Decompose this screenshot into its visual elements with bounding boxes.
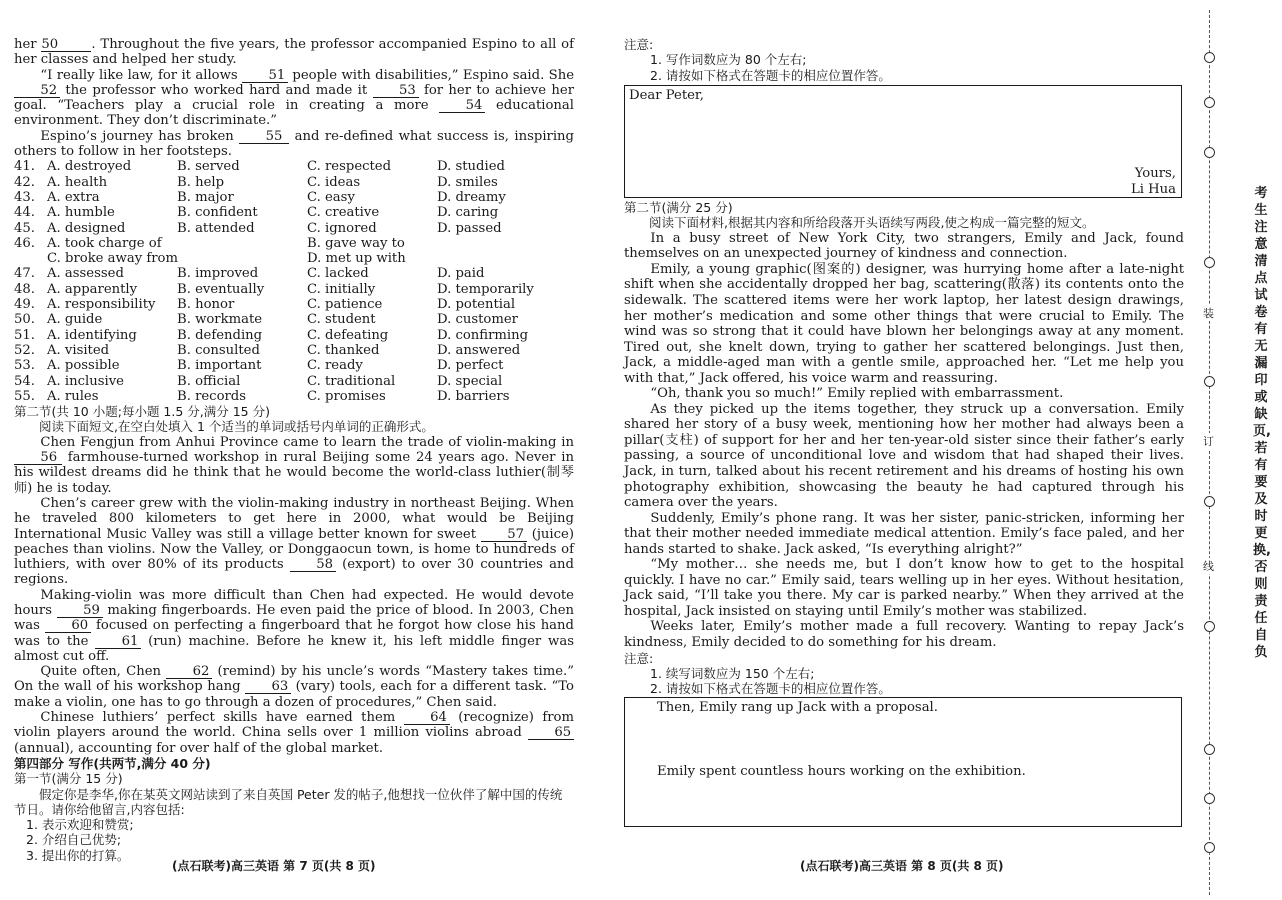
- blank-63: 63: [245, 680, 291, 694]
- writing1-point: 1. 表示欢迎和赞赏;: [26, 817, 134, 833]
- passage-p3: Espino’s journey has broken 55 and re-defined what success is, inspiring others to follow in her footsteps.: [14, 128, 574, 160]
- binding-char-xian: 线: [1203, 560, 1214, 573]
- blank-56: 56: [14, 451, 62, 465]
- option-row: 41. A. destroyed B. served C. respected D. studied: [14, 159, 505, 175]
- page8-footer: (点石联考)高三英语 第 8 页(共 8 页): [800, 859, 1004, 873]
- binding-margin: [1192, 0, 1282, 900]
- binding-hole: [1204, 376, 1215, 387]
- binding-hole: [1204, 793, 1215, 804]
- blank-59: 59: [57, 604, 103, 618]
- blank-58: 58: [290, 558, 336, 572]
- note-item: 2. 请按如下格式在答题卡的相应位置作答。: [650, 67, 891, 83]
- story-paragraph: Emily, a young graphic(图案的) designer, was hurrying home after a late-night shift when she accidentally dropped her bag, scattering(散落) its contents onto the sidewalk. The scattered items were her work laptop, her latest design drawings, her mother’s medication and some other things that were crucial to Emily. The wind was so strong that it could have blown her belongings away at any moment. Tired out, she knelt down, trying to gather her scattered belongings. Just then, Jack, a middle-aged man with a gentle smile, approached her. “Let me help you with that,” Jack offered, his voice warm and reassuring.: [624, 261, 1184, 386]
- grammar-p2: Chen’s career grew with the violin-making industry in northeast Beijing. When he traveled 800 kilometers to get here in 2000, what would be Beijing International Music Valley was still a village better known for sweet 57 (juice) peaches than violins. Now the Valley, or Donggaocun town, is home to hundreds of luthiers, with over 80% of its products 58 (export) to over 30 countries and regions.: [14, 495, 574, 588]
- blank-51: 51: [242, 69, 288, 83]
- option-row: 48. A. apparently B. eventually C. initially D. temporarily: [14, 281, 534, 297]
- writing1-point: 2. 介绍自己优势;: [26, 832, 122, 848]
- blank-54: 54: [439, 99, 485, 113]
- note2-title: 注意:: [624, 650, 654, 666]
- note2-item: 2. 请按如下格式在答题卡的相应位置作答。: [650, 681, 891, 697]
- blank-65: 65: [528, 726, 574, 740]
- option-row: 44. A. humble B. confident C. creative D. caring: [14, 205, 499, 221]
- option-row: 50. A. guide B. workmate C. student D. customer: [14, 312, 518, 328]
- grammar-p5: Chinese luthiers’ perfect skills have earned them 64 (recognize) from violin players around the world. China sells over 1 million violins abroad 65 (annual), accounting for over half of the global market.: [14, 710, 574, 756]
- story-text: [624, 231, 1184, 651]
- letter-closing: Yours,: [1134, 165, 1176, 181]
- option-row: 49. A. responsibility B. honor C. patience D. potential: [14, 297, 516, 313]
- binding-dashed-line: [1209, 10, 1210, 895]
- story-paragraph: “My mother… she needs me, but I don’t know how to get to the hospital quickly. I have no car.” Emily said, tears welling up in her eyes. Without hesitation, Jack said, “I’ll take you there. My car is parked nearby.” When they arrived at the hospital, Jack insisted on staying until Emily’s mother was stabilized.: [624, 557, 1184, 619]
- blank-60: 60: [45, 619, 91, 633]
- part4-title: 第四部分 写作(共两节,满分 40 分): [14, 755, 211, 771]
- binding-hole: [1204, 97, 1215, 108]
- left-page: [14, 0, 574, 863]
- passage-p1: her 50 . Throughout the five years, the professor accompanied Espino to all of her classes and helped her study.: [14, 37, 574, 68]
- candidate-notice: 考生注意清点试卷有无漏印或缺页,若有要及时更换,否则责任自负: [1253, 186, 1271, 660]
- binding-hole: [1204, 257, 1215, 268]
- option-row: 47. A. assessed B. improved C. lacked D. paid: [14, 266, 485, 282]
- letter-answer-box: [624, 85, 1182, 198]
- section2-instruction: 阅读下面短文,在空白处填入 1 个适当的单词或括号内单词的正确形式。: [39, 419, 434, 435]
- letter-signature: Li Hua: [1130, 181, 1176, 197]
- writing1-prompt: 假定你是李华,你在某英文网站读到了来自英国 Peter 发的帖子,他想找一位伙伴了解中国的传统节日。请你给他留言,内容包括:: [14, 786, 563, 817]
- option-row: 54. A. inclusive B. official C. traditional D. special: [14, 373, 503, 389]
- note2-item: 1. 续写词数应为 150 个左右;: [650, 665, 815, 681]
- blank-52: 52: [14, 84, 60, 98]
- passage-p2: “I really like law, for it allows 51 people with disabilities,” Espino said. She 52 the professor who worked hard and made it 53 for her to achieve her goal. “Teachers play a crucial role in creating a more 54 educational environment. They don’t discriminate.”: [14, 67, 574, 129]
- continuation-answer-box: [624, 697, 1182, 827]
- binding-hole: [1204, 147, 1215, 158]
- story-paragraph: In a busy street of New York City, two strangers, Emily and Jack, found themselves on an unexpected journey of kindness and connection.: [624, 230, 1184, 262]
- writing2-title: 第二节(满分 25 分): [624, 199, 733, 215]
- option-row: 45. A. designed B. attended C. ignored D. passed: [14, 220, 502, 236]
- blank-53: 53: [373, 84, 419, 98]
- grammar-p3: Making-violin was more difficult than Chen had expected. He would devote hours 59 making fingerboards. He even paid the price of blood. In 2003, Chen was 60 focused on perfecting a fingerboard that he forgot how close his hand was to the 61 (run) machine. Before he knew it, his left middle finger was almost cut off.: [14, 587, 574, 664]
- option-row-46b: C. broke away from D. met up with: [47, 251, 406, 267]
- continuation-opening-2: Emily spent countless hours working on the exhibition.: [657, 764, 1026, 780]
- option-row: 51. A. identifying B. defending C. defeating D. confirming: [14, 327, 529, 343]
- binding-hole: [1204, 621, 1215, 632]
- section2-title: 第二节(共 10 小题;每小题 1.5 分,满分 15 分): [14, 404, 270, 420]
- option-row: 43. A. extra B. major C. easy D. dreamy: [14, 189, 506, 205]
- option-row: 52. A. visited B. consulted C. thanked D. answered: [14, 342, 521, 358]
- option-row: 53. A. possible B. important C. ready D. perfect: [14, 358, 504, 374]
- option-row: 55. A. rules B. records C. promises D. barriers: [14, 388, 510, 404]
- note-item: 1. 写作词数应为 80 个左右;: [650, 52, 807, 68]
- story-paragraph: “Oh, thank you so much!” Emily replied with embarrassment.: [650, 386, 1064, 402]
- blank-55: 55: [239, 130, 289, 144]
- grammar-p1: Chen Fengjun from Anhui Province came to learn the trade of violin-making in 56 farmhouse-turned workshop in rural Beijing some 24 years ago. Never in his wildest dreams did he think that he would become the world-class luthier(制琴师) he is today.: [14, 434, 574, 496]
- blank-61: 61: [95, 635, 141, 649]
- page7-footer: (点石联考)高三英语 第 7 页(共 8 页): [172, 859, 376, 873]
- binding-hole: [1204, 744, 1215, 755]
- letter-salutation: Dear Peter,: [629, 87, 704, 103]
- writing1-title: 第一节(满分 15 分): [14, 771, 123, 787]
- binding-hole: [1204, 496, 1215, 507]
- writing2-instruction: 阅读下面材料,根据其内容和所给段落开头语续写两段,使之构成一篇完整的短文。: [649, 215, 1095, 231]
- right-page: [624, 0, 1184, 827]
- continuation-opening-1: Then, Emily rang up Jack with a proposal.: [657, 700, 938, 716]
- option-row: 42. A. health B. help C. ideas D. smiles: [14, 174, 498, 190]
- story-paragraph: Weeks later, Emily’s mother made a full recovery. Wanting to repay Jack’s kindness, Emily decided to do something for his dream.: [624, 619, 1184, 650]
- binding-hole: [1204, 52, 1215, 63]
- blank-57: 57: [481, 528, 527, 542]
- grammar-p4: Quite often, Chen 62 (remind) by his uncle’s words “Mastery takes time.” On the wall of his workshop hang 63 (vary) tools, each for a different task. “To make a violin, one has to go through a dozen of procedures,” Chen said.: [14, 664, 574, 710]
- story-paragraph: Suddenly, Emily’s phone rang. It was her sister, panic-stricken, informing her that their mother needed immediate medical attention. Emily’s face paled, and her hands started to shake. Jack asked, “Is everything alright?”: [624, 510, 1184, 557]
- blank-62: 62: [166, 665, 212, 679]
- binding-char-ding: 订: [1203, 435, 1214, 448]
- note-title: 注意:: [624, 37, 654, 52]
- binding-hole: [1204, 842, 1215, 853]
- binding-char-zhuang: 装: [1203, 307, 1214, 320]
- story-paragraph: As they picked up the items together, they struck up a conversation. Emily shared her story of a busy week, mentioning how her mother had always been a pillar(支柱) of support for her and her ten-year-old sister since their father’s early passing, a source of unconditional love and wisdom that had shaped their lives. Jack, in turn, talked about his recent retirement and his dreams of hosting his own photography exhibition, showcasing the beauty he had captured through his camera over the years.: [624, 401, 1184, 511]
- blank-64: 64: [404, 711, 450, 725]
- blank-50: 50: [41, 38, 91, 52]
- writing1-point: 3. 提出你的打算。: [26, 847, 130, 863]
- option-row-46a: 46. A. took charge of B. gave way to: [14, 235, 405, 251]
- options-41-45: [14, 159, 574, 404]
